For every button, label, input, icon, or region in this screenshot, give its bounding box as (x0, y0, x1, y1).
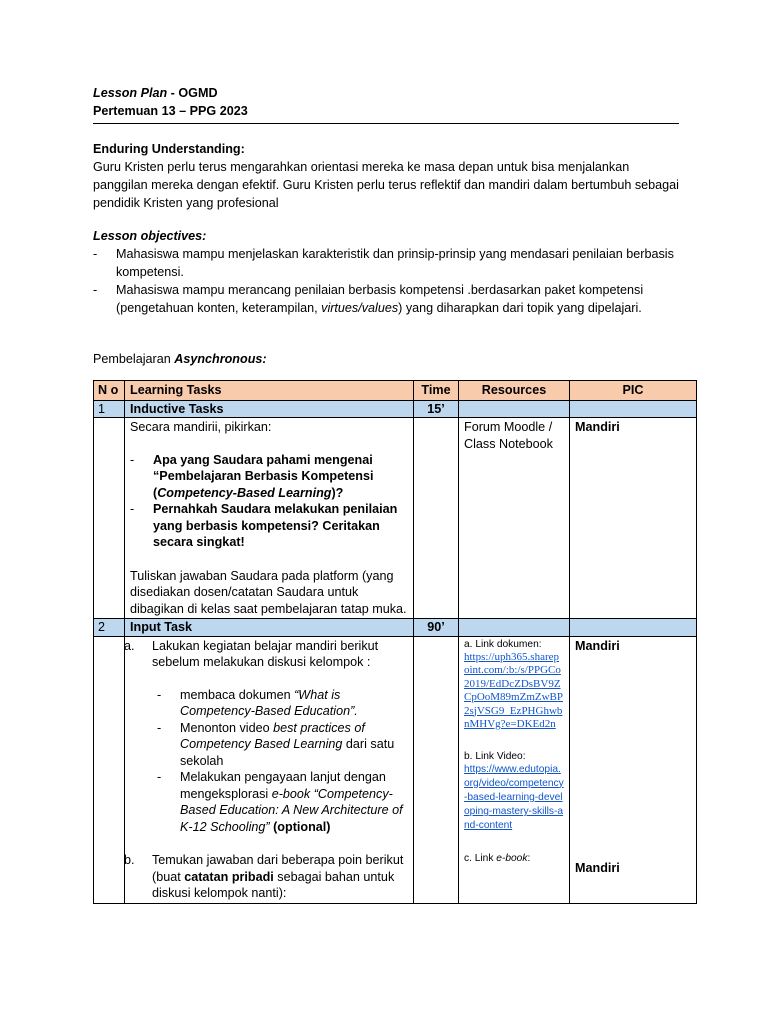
pic-cell (570, 636, 697, 903)
section-time: 90’ (414, 619, 459, 637)
row-number: 2 (94, 619, 125, 637)
objective-item: - Mahasiswa mampu menjelaskan karakteristik dan prinsip-prinsip yang mendasari penilaian berbasis kompetensi. (93, 247, 674, 279)
ebook-link-label: c. Link e-book: (464, 852, 531, 864)
table-header-row (94, 381, 697, 401)
section-title: Inductive Tasks (125, 400, 414, 418)
pic-cell: Mandiri (570, 418, 697, 619)
header-pic: PIC (570, 381, 697, 401)
header-no: N o (94, 381, 125, 401)
enduring-title: Enduring Understanding: (93, 142, 245, 156)
task-step-a: a. Lakukan kegiatan belajar mandiri berikut sebelum melakukan diskusi kelompok : (124, 638, 379, 669)
objectives-title: Lesson objectives: (93, 229, 207, 243)
task-cell (125, 418, 414, 619)
section-row-input (94, 619, 697, 637)
meeting-title: Pertemuan 13 – PPG 2023 (93, 104, 248, 118)
header-divider (93, 123, 679, 124)
async-title: Pembelajaran Asynchronous: (93, 352, 267, 366)
section-title: Input Task (125, 619, 414, 637)
sub-task-item: - membaca dokumen “What is Competency-Based Education”. (157, 687, 358, 718)
header-time: Time (414, 381, 459, 401)
pic-b: Mandiri (575, 861, 620, 875)
video-link[interactable]: https://www.edutopia.org/video/competency-based-learning-developing-mastery-skills-and-content (464, 763, 564, 832)
resources-cell: Forum Moodle / Class Notebook (459, 418, 570, 619)
pic-a: Mandiri (575, 638, 620, 653)
enduring-text: Guru Kristen perlu terus mengarahkan orientasi mereka ke masa depan untuk bisa menjalankan panggilan mereka dengan efektif. Guru Kristen perlu terus reflektif dan mandiri dalam bertumbuh sebagai pendidik Kristen yang profesional (93, 160, 679, 210)
question-item: - Pernahkah Saudara melakukan penilaian yang berbasis kompetensi? Ceritakan secara singkat! (130, 502, 398, 549)
learning-tasks-table (93, 380, 697, 904)
task-step-b: b. Temukan jawaban dari beberapa poin berikut (buat catatan pribadi sebagai bahan untuk diskusi kelompok nanti): (124, 853, 404, 900)
video-link-label: b. Link Video: (464, 750, 526, 762)
task-intro: Secara mandirii, pikirkan: (130, 420, 272, 434)
table-row (94, 636, 697, 903)
question-list (130, 452, 408, 551)
lesson-plan-title: Lesson Plan - OGMD (93, 86, 218, 100)
doc-link-label: a. Link dokumen: (464, 638, 542, 650)
section-row-inductive (94, 400, 697, 418)
document-body (93, 84, 679, 368)
sub-task-item: - Melakukan pengayaan lanjut dengan mengeksplorasi e-book “Competency-Based Education: A New Architecture of K-12 Schooling” (optional) (157, 770, 403, 834)
task-outro: Tuliskan jawaban Saudara pada platform (yang disediakan dosen/catatan Saudara untuk dibagikan di kelas saat pembelajaran tatap muka. (130, 568, 407, 616)
header-resources: Resources (459, 381, 570, 401)
question-item: - Apa yang Saudara pahami mengenai “Pembelajaran Berbasis Kompetensi (Competency-Based Learning)? (130, 452, 374, 500)
task-cell (125, 636, 414, 903)
objectives-list (93, 245, 679, 317)
sub-task-list (130, 687, 408, 836)
resources-cell (459, 636, 570, 903)
sub-task-item: - Menonton video best practices of Competency Based Learning dari satu sekolah (157, 720, 395, 768)
document-link[interactable]: https://uph365.sharepoint.com/:b:/s/PPGCo2019/EdDcZDsBV9ZCpOoM89mZmZwBP2sjVSG9_EzPHGhwbnMHVg?e=DKEd2n (464, 650, 564, 730)
header-tasks: Learning Tasks (125, 381, 414, 401)
row-number: 1 (94, 400, 125, 418)
objective-item: - Mahasiswa mampu merancang penilaian berbasis kompetensi .berdasarkan paket kompetensi (pengetahuan konten, keterampilan, virtues/values) yang diharapkan dari topik yang dipelajari. (93, 283, 644, 315)
table-row (94, 418, 697, 619)
section-time: 15’ (414, 400, 459, 418)
